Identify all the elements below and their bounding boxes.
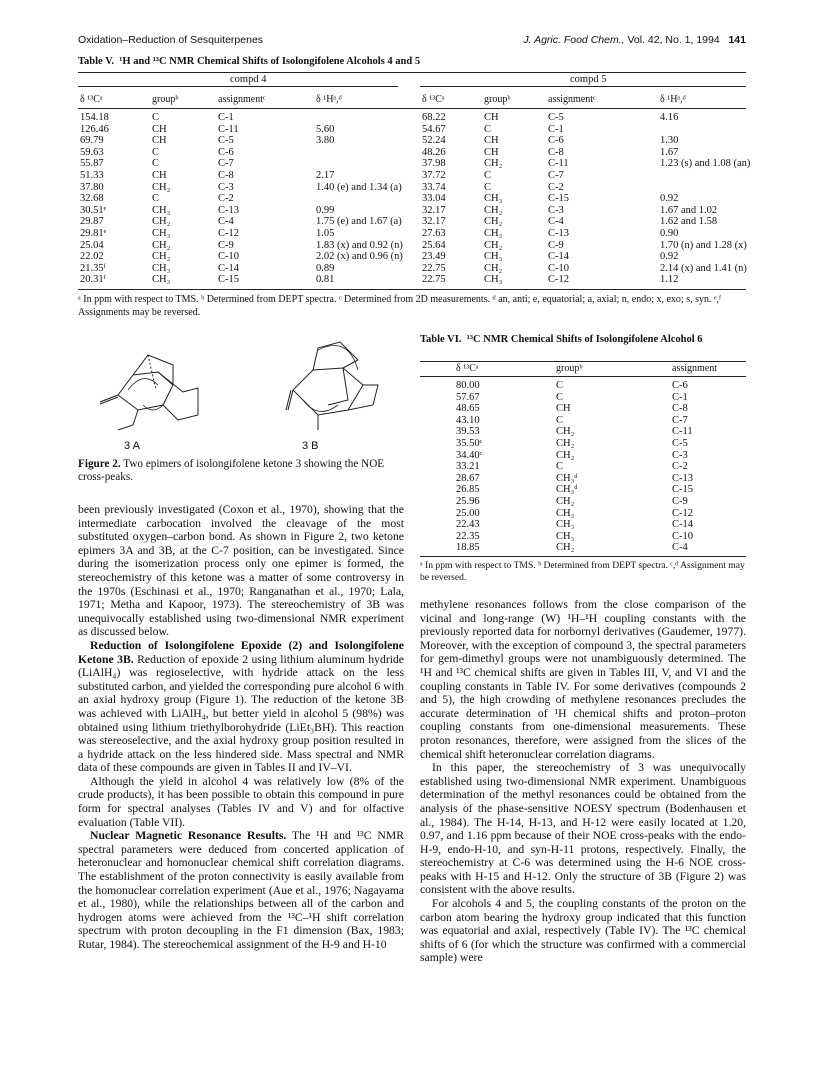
table-row [456, 519, 732, 531]
t5-col-c13-b: δ ¹³Cᵃ [422, 94, 445, 105]
table-cell: 26.85 [456, 484, 480, 496]
t5-col-h1-a: δ ¹Hᵃ,ᵈ [316, 94, 342, 105]
table-cell: C [484, 181, 492, 193]
table-row [456, 450, 732, 462]
table-cell: 0.81 [316, 274, 335, 286]
table-row [456, 531, 732, 543]
table-cell: 1.12 [660, 274, 679, 286]
t5-col-h1-b: δ ¹Hᵃ,ᵈ [660, 94, 686, 105]
table-cell: CH₃ [484, 251, 503, 263]
table-row [80, 112, 426, 124]
table-cell [316, 147, 426, 159]
table-cell: C-3 [218, 181, 234, 193]
t5-col-assign-b: assignmentᶜ [548, 94, 596, 105]
table-cell: C-4 [218, 216, 234, 228]
table-cell: C-13 [548, 227, 569, 239]
table-cell: CH₂ [556, 426, 575, 438]
t6-col-c13: δ ¹³Cᵃ [456, 363, 479, 374]
table-cell [660, 182, 770, 194]
table-cell: 20.31ᶠ [80, 274, 106, 286]
table-row [422, 124, 770, 136]
table-cell: C-8 [548, 146, 564, 158]
table-row [422, 274, 770, 286]
table-cell: C-15 [548, 193, 569, 205]
table-row [422, 147, 770, 159]
table-cell: CH₂ [152, 216, 171, 228]
table-cell: 28.67 [456, 472, 480, 484]
running-header [78, 34, 746, 50]
table-cell: CH₃ᵈ [556, 484, 578, 496]
table-cell: 3.80 [316, 135, 335, 147]
table-cell: 39.53 [456, 426, 480, 438]
table-cell: 35.50ᶜ [456, 437, 483, 449]
table6-bottom-rule [420, 556, 746, 557]
journal-citation: J. Agric. Food Chem., Vol. 42, No. 1, 1994 141 [523, 34, 746, 46]
table-cell: 32.17 [422, 204, 446, 216]
table-cell [316, 158, 426, 170]
table-row [456, 508, 732, 520]
table-cell: CH [556, 403, 571, 415]
figure2-label-3b: 3 B [302, 440, 319, 452]
table-cell: CH₂ [152, 181, 171, 193]
table-row [80, 170, 426, 182]
table-cell: 1.70 (n) and 1.28 (x) [660, 239, 747, 251]
table-cell: CH₂ [484, 158, 503, 170]
table-cell: CH₃ᵈ [556, 472, 578, 484]
table-row [80, 205, 426, 217]
table-cell: CH₃ [484, 227, 503, 239]
table-row [456, 542, 732, 554]
table-cell: CH₃ [556, 530, 575, 542]
left-paragraph-2: Reduction of Isolongifolene Epoxide (2) and Isolongifolene Ketone 3B. Reduction of epoxide 2 using lithium aluminum hydride (LiAlH₄) was regioselective, with hydride attack on the less substituted carbon, and yielded the corresponding pure alcohol 6 with an axial hydroxy group (Figure 1). The reduction of the ketone 3B was achieved with LiAlH₄, but better yield in alcohol 5 (98%) was obtained using lithium triethylborohydride (LiEt₃BH). This reaction was stereoselective, and the axial hydroxy group position resulted in a hydride attack on the less hindered side. Mass spectral and NMR data of these compounds are given in Tables II and IV–VI. [78, 638, 404, 775]
table-row [422, 135, 770, 147]
table-row [456, 473, 732, 485]
table-cell: C-7 [218, 158, 234, 170]
table-cell: C-1 [672, 391, 688, 403]
table-cell: C-12 [548, 274, 569, 286]
table-cell: 2.17 [316, 169, 335, 181]
table-row [80, 182, 426, 194]
table-cell: C [556, 414, 564, 426]
compd5-heading: compd 5 [570, 74, 607, 85]
left-column-text [78, 503, 404, 952]
compd4-rule [78, 86, 398, 87]
table5-compd5 [422, 112, 770, 286]
table-cell: 0.92 [660, 193, 679, 205]
table-cell: C-15 [672, 484, 693, 496]
table-cell: 0.89 [316, 262, 335, 274]
table-cell: CH₂ [152, 251, 171, 263]
compd5-rule [420, 86, 746, 87]
table-cell: 21.35ᶠ [80, 262, 106, 274]
table5-bottom-rule [78, 289, 746, 290]
table-cell: 33.04 [422, 193, 446, 205]
table-cell: 0.99 [316, 204, 335, 216]
table5-footnote: ᵃ In ppm with respect to TMS. ᵇ Determined from DEPT spectra. ᶜ Determined from 2D measurements. ᵈ an, anti; e, equatorial; a, axial; n, endo; x, exo; s, syn. ᵉ,ᶠ Assignments may be reversed. [78, 294, 722, 318]
table-cell: C-2 [672, 461, 688, 473]
table-row [80, 193, 426, 205]
t5-col-c13-a: δ ¹³Cᵃ [80, 94, 103, 105]
table-cell: CH₂ [556, 449, 575, 461]
table-cell: CH₃ [152, 262, 171, 274]
table-cell: C-10 [218, 251, 239, 263]
table-cell: C-2 [218, 193, 234, 205]
table-cell: CH₂ [556, 437, 575, 449]
table-cell: C [484, 169, 492, 181]
table-cell [316, 112, 426, 124]
table-row [456, 496, 732, 508]
right-column-text [420, 598, 746, 965]
table-cell: C-5 [672, 437, 688, 449]
table-row [422, 112, 770, 124]
table-row [80, 135, 426, 147]
table-cell: 27.63 [422, 227, 446, 239]
table-cell: CH₃ [484, 193, 503, 205]
table-cell: CH₃ [484, 274, 503, 286]
table-cell: CH₃ [152, 274, 171, 286]
table-row [80, 251, 426, 263]
table-cell: 18.85 [456, 542, 480, 554]
left-paragraph-3: Although the yield in alcohol 4 was relatively low (8% of the crude products), it has been possible to obtain this compound in pure form for spectral analyses (Tables IV and V) and for olfactive evaluation (Table VII). [78, 774, 404, 829]
table-cell: C-11 [672, 426, 693, 438]
table-cell: C-12 [218, 227, 239, 239]
right-paragraph-1: methylene resonances follows from the close comparison of the vicinal and long-range (W) ¹H–¹H coupling constants with the previously reported data for norbornyl derivatives (Gaudemer, 1977). Moreover, with the exception of compound 3, the spectral parameters for gem-dimethyl groups were not unambiguously determined. The ¹H and ¹³C chemical shifts are given in Tables III, V, and VI and the coupling constants in Table IV. For some derivatives (compounds 2 and 5), the high crowding of methylene resonances precludes the accurate determination of ¹H chemical shifts and proton–proton coupling constants from one-dimensional measurements. These proton resonances, therefore, were assigned from the slices of the chemical shift heteronuclear correlation diagrams. [420, 598, 746, 761]
table-cell: CH [152, 135, 167, 147]
table-row [422, 251, 770, 263]
table-cell: CH₂ [484, 204, 503, 216]
table-cell: 25.64 [422, 239, 446, 251]
table-cell: 37.80 [80, 181, 104, 193]
table-cell: 54.67 [422, 123, 446, 135]
table-cell: C-14 [672, 519, 693, 531]
table-row [80, 216, 426, 228]
table-cell: 1.23 (s) and 1.08 (an) [660, 158, 751, 170]
table-cell: 34.40ᶜ [456, 449, 483, 461]
table-cell: 4.16 [660, 112, 679, 123]
table-cell: 22.75 [422, 262, 446, 274]
table-cell: C-9 [672, 495, 688, 507]
table-cell: C [152, 112, 160, 123]
table-cell: C-12 [672, 507, 693, 519]
table-cell: C [152, 146, 160, 158]
table-cell: 32.17 [422, 216, 446, 228]
table-cell: 0.92 [660, 251, 679, 263]
table-cell: C-11 [548, 158, 569, 170]
table-cell: 2.14 (x) and 1.41 (n) [660, 262, 747, 274]
table-cell: 1.30 [660, 135, 679, 147]
t5-col-group-a: groupᵇ [152, 94, 179, 105]
table-cell: 1.83 (x) and 0.92 (n) [316, 239, 403, 251]
table-cell: CH₂ [484, 216, 503, 228]
t5-col-assign-a: assignmentᶜ [218, 94, 266, 105]
table-cell: C-9 [218, 239, 234, 251]
table6-caption: Table VI. ¹³C NMR Chemical Shifts of Isolongifolene Alcohol 6 [420, 334, 703, 345]
table-row [456, 415, 732, 427]
right-paragraph-2: In this paper, the stereochemistry of 3 was unequivocally established using two-dimensional NMR experiment. Unambiguous determination of the methyl resonances could be obtained from the analysis of the phase-sensitive NOESY spectrum (Bodenhausen et al., 1984). The H-14, H-13, and H-12 were easily located at 1.20, 0.97, and 1.16 ppm because of their NOE cross-peaks with the endo-H-9, endo-H-10, and syn-H-11 protons, respectively. Finally, the stereochemistry at C-6 was determined using the H-6 NOE cross-peaks with H-15 and H-12. Only the structure of 3B (Figure 2) was consistent with the above results. [420, 761, 746, 897]
table6-body [456, 380, 732, 554]
table-row [422, 263, 770, 275]
table-cell: 1.67 [660, 146, 679, 158]
table-cell: 30.51ᵉ [80, 204, 107, 216]
table5-top-rule [78, 72, 746, 73]
table-cell: CH₃ [152, 204, 171, 216]
table-cell: 33.21 [456, 461, 480, 473]
table-cell: C-1 [218, 112, 234, 123]
table-cell: C-10 [672, 530, 693, 542]
table-cell: 1.05 [316, 227, 335, 239]
table-cell [660, 124, 770, 136]
table-cell: 80.00 [456, 380, 480, 391]
table-cell: C-14 [548, 251, 569, 263]
table-cell: C-9 [548, 239, 564, 251]
table-row [456, 403, 732, 415]
table-cell: 52.24 [422, 135, 446, 147]
table-cell: C-10 [548, 262, 569, 274]
table-cell: C [556, 380, 564, 391]
table5-head-rule [78, 108, 746, 109]
table-cell: 22.43 [456, 519, 480, 531]
table6-top-rule [420, 361, 746, 362]
running-title: Oxidation–Reduction of Sesquiterpenes [78, 34, 264, 46]
table-cell: CH [484, 112, 499, 123]
table-cell: C-14 [218, 262, 239, 274]
table-row [422, 193, 770, 205]
table-cell: 23.49 [422, 251, 446, 263]
left-paragraph-1: been previously investigated (Coxon et al., 1970), showing that the intermediate carbocation involved the cleavage of the most substituted oxygen–carbon bond. As shown in Figure 2, two ketone epimers 3A and 3B, at the C-7 position, can be investigated. Since during the isomerization process only one epimer is formed, the stereochemistry of this ketone was a matter of some controversy in the 1970s (Eschinasi et al., 1970; Ranganathan et al., 1970; Lala, 1971; Metha and Kapoor, 1973). The stereochemistry of 3B was unequivocally established using two-dimensional NMR experiment as discussed below. [78, 503, 404, 639]
table-cell: 69.79 [80, 135, 104, 147]
table-cell: C [556, 461, 564, 473]
table-cell: 48.65 [456, 403, 480, 415]
table-cell: C-1 [548, 123, 564, 135]
table-row [80, 240, 426, 252]
right-paragraph-3: For alcohols 4 and 5, the coupling constants of the proton on the carbon atom bearing the hydroxy group indicated that this function was equatorial and axial, respectively (Table IV). The ¹³C chemical shifts of 6 (for which the structure was confirmed with a commercial sample) were [420, 897, 746, 965]
table-cell: CH₃ [556, 519, 575, 531]
table-cell: CH₂ [484, 239, 503, 251]
table-row [456, 426, 732, 438]
table-cell: CH [152, 123, 167, 135]
table-cell: 29.81ᵉ [80, 227, 107, 239]
table-cell: C [556, 391, 564, 403]
table-cell: C [484, 123, 492, 135]
table-cell: 126.46 [80, 123, 109, 135]
table-row [80, 158, 426, 170]
figure2-label-3a: 3 A [124, 440, 140, 452]
table6-head-rule [420, 376, 746, 377]
table-cell: C-7 [672, 414, 688, 426]
table-cell [660, 170, 770, 182]
table-row [80, 124, 426, 136]
table-cell: CH₃ [152, 227, 171, 239]
table-row [80, 147, 426, 159]
table-cell: 55.87 [80, 158, 104, 170]
table-cell: 1.62 and 1.58 [660, 216, 718, 228]
table-cell: 22.75 [422, 274, 446, 286]
table-cell: C-13 [672, 472, 693, 484]
table-cell: C-6 [218, 146, 234, 158]
table-row [456, 380, 732, 392]
table-cell: 1.75 (e) and 1.67 (a) [316, 216, 402, 228]
table-cell: 59.63 [80, 146, 104, 158]
table-cell: 25.04 [80, 239, 104, 251]
table-cell: C-6 [548, 135, 564, 147]
table5-caption: Table V. ¹H and ¹³C NMR Chemical Shifts of Isolongifolene Alcohols 4 and 5 [78, 56, 421, 67]
structure-3a [100, 355, 198, 430]
table-cell: 0.90 [660, 227, 679, 239]
t5-col-group-b: groupᵇ [484, 94, 511, 105]
table-cell: C-13 [218, 204, 239, 216]
table-row [422, 228, 770, 240]
table6-footnote: ᵃ In ppm with respect to TMS. ᵇ Determined from DEPT spectra. ᶜ,ᵈ Assignment may be reversed. [420, 560, 745, 583]
table-cell: CH [484, 146, 499, 158]
table-cell: 37.98 [422, 158, 446, 170]
table-cell: 2.02 (x) and 0.96 (n) [316, 251, 403, 263]
table-cell: 48.26 [422, 146, 446, 158]
table-row [80, 274, 426, 286]
figure2-structures [78, 330, 408, 456]
table-cell: CH₂ [484, 262, 503, 274]
table-cell: C [152, 193, 160, 205]
table-cell: CH₂ [556, 495, 575, 507]
table-row [80, 263, 426, 275]
table-cell: 22.02 [80, 251, 104, 263]
table-cell: C-4 [672, 542, 688, 554]
table-cell: 1.67 and 1.02 [660, 204, 718, 216]
structure-3b [286, 342, 378, 430]
table-cell: 51.33 [80, 169, 104, 181]
figure2-caption: Figure 2. Two epimers of isolongifolene ketone 3 showing the NOE cross-peaks. [78, 458, 385, 483]
table-row [422, 182, 770, 194]
table-cell: CH [152, 169, 167, 181]
table-cell: 43.10 [456, 414, 480, 426]
left-paragraph-4: Nuclear Magnetic Resonance Results. The ¹H and ¹³C NMR spectral parameters were deduced from concerted application of heteronuclear and homonuclear chemical shift correlation diagrams. The establishment of the proton connectivity is easily available from the homonuclear correlation experiment (Aue et al., 1976; Nagayama et al., 1980), while the relationships between all of the carbon and hydrogen atoms were achieved from the ¹³C–¹H shift correlation spectrum with proton decoupling in the F1 dimension (Bax, 1983; Rutar, 1984). The stereochemical assignment of the H-9 and H-10 [78, 829, 405, 951]
table-cell: C-8 [672, 403, 688, 415]
table-cell: C-6 [672, 380, 688, 391]
table-cell: C-4 [548, 216, 564, 228]
table-cell: 25.96 [456, 495, 480, 507]
table-row [456, 484, 732, 496]
table-cell: C-11 [218, 123, 239, 135]
table-cell: C-5 [218, 135, 234, 147]
table-row [422, 240, 770, 252]
table-cell: C-7 [548, 169, 564, 181]
page-number: 141 [728, 34, 746, 46]
table-cell: C-5 [548, 112, 564, 123]
table-row [422, 158, 770, 170]
table-row [80, 228, 426, 240]
t6-col-group: groupᵇ [556, 363, 583, 374]
table-row [422, 216, 770, 228]
table-cell: 5.60 [316, 123, 335, 135]
table-row [456, 461, 732, 473]
table-cell: 32.68 [80, 193, 104, 205]
table-cell: CH₃ [556, 507, 575, 519]
t6-col-assign: assignment [672, 363, 717, 374]
table-cell: 22.35 [456, 530, 480, 542]
table-cell: C-2 [548, 181, 564, 193]
table5-compd4 [80, 112, 426, 286]
table-cell: CH₂ [152, 239, 171, 251]
compd4-heading: compd 4 [230, 74, 267, 85]
table-cell: CH [484, 135, 499, 147]
table-cell: 37.72 [422, 169, 446, 181]
table-cell: 68.22 [422, 112, 446, 123]
table-row [456, 392, 732, 404]
table-cell: CH₂ [556, 542, 575, 554]
table-cell: 33.74 [422, 181, 446, 193]
table-row [422, 205, 770, 217]
table-cell: 29.87 [80, 216, 104, 228]
table-cell: 57.67 [456, 391, 480, 403]
table-cell: C-3 [672, 449, 688, 461]
table-cell: 25.00 [456, 507, 480, 519]
table-row [456, 438, 732, 450]
table-cell: C-8 [218, 169, 234, 181]
table-row [422, 170, 770, 182]
table-cell: C-3 [548, 204, 564, 216]
table-cell: C [152, 158, 160, 170]
table-cell: C-15 [218, 274, 239, 286]
table-cell [316, 193, 426, 205]
table-cell: 154.18 [80, 112, 109, 123]
table-cell: 1.40 (e) and 1.34 (a) [316, 181, 402, 193]
